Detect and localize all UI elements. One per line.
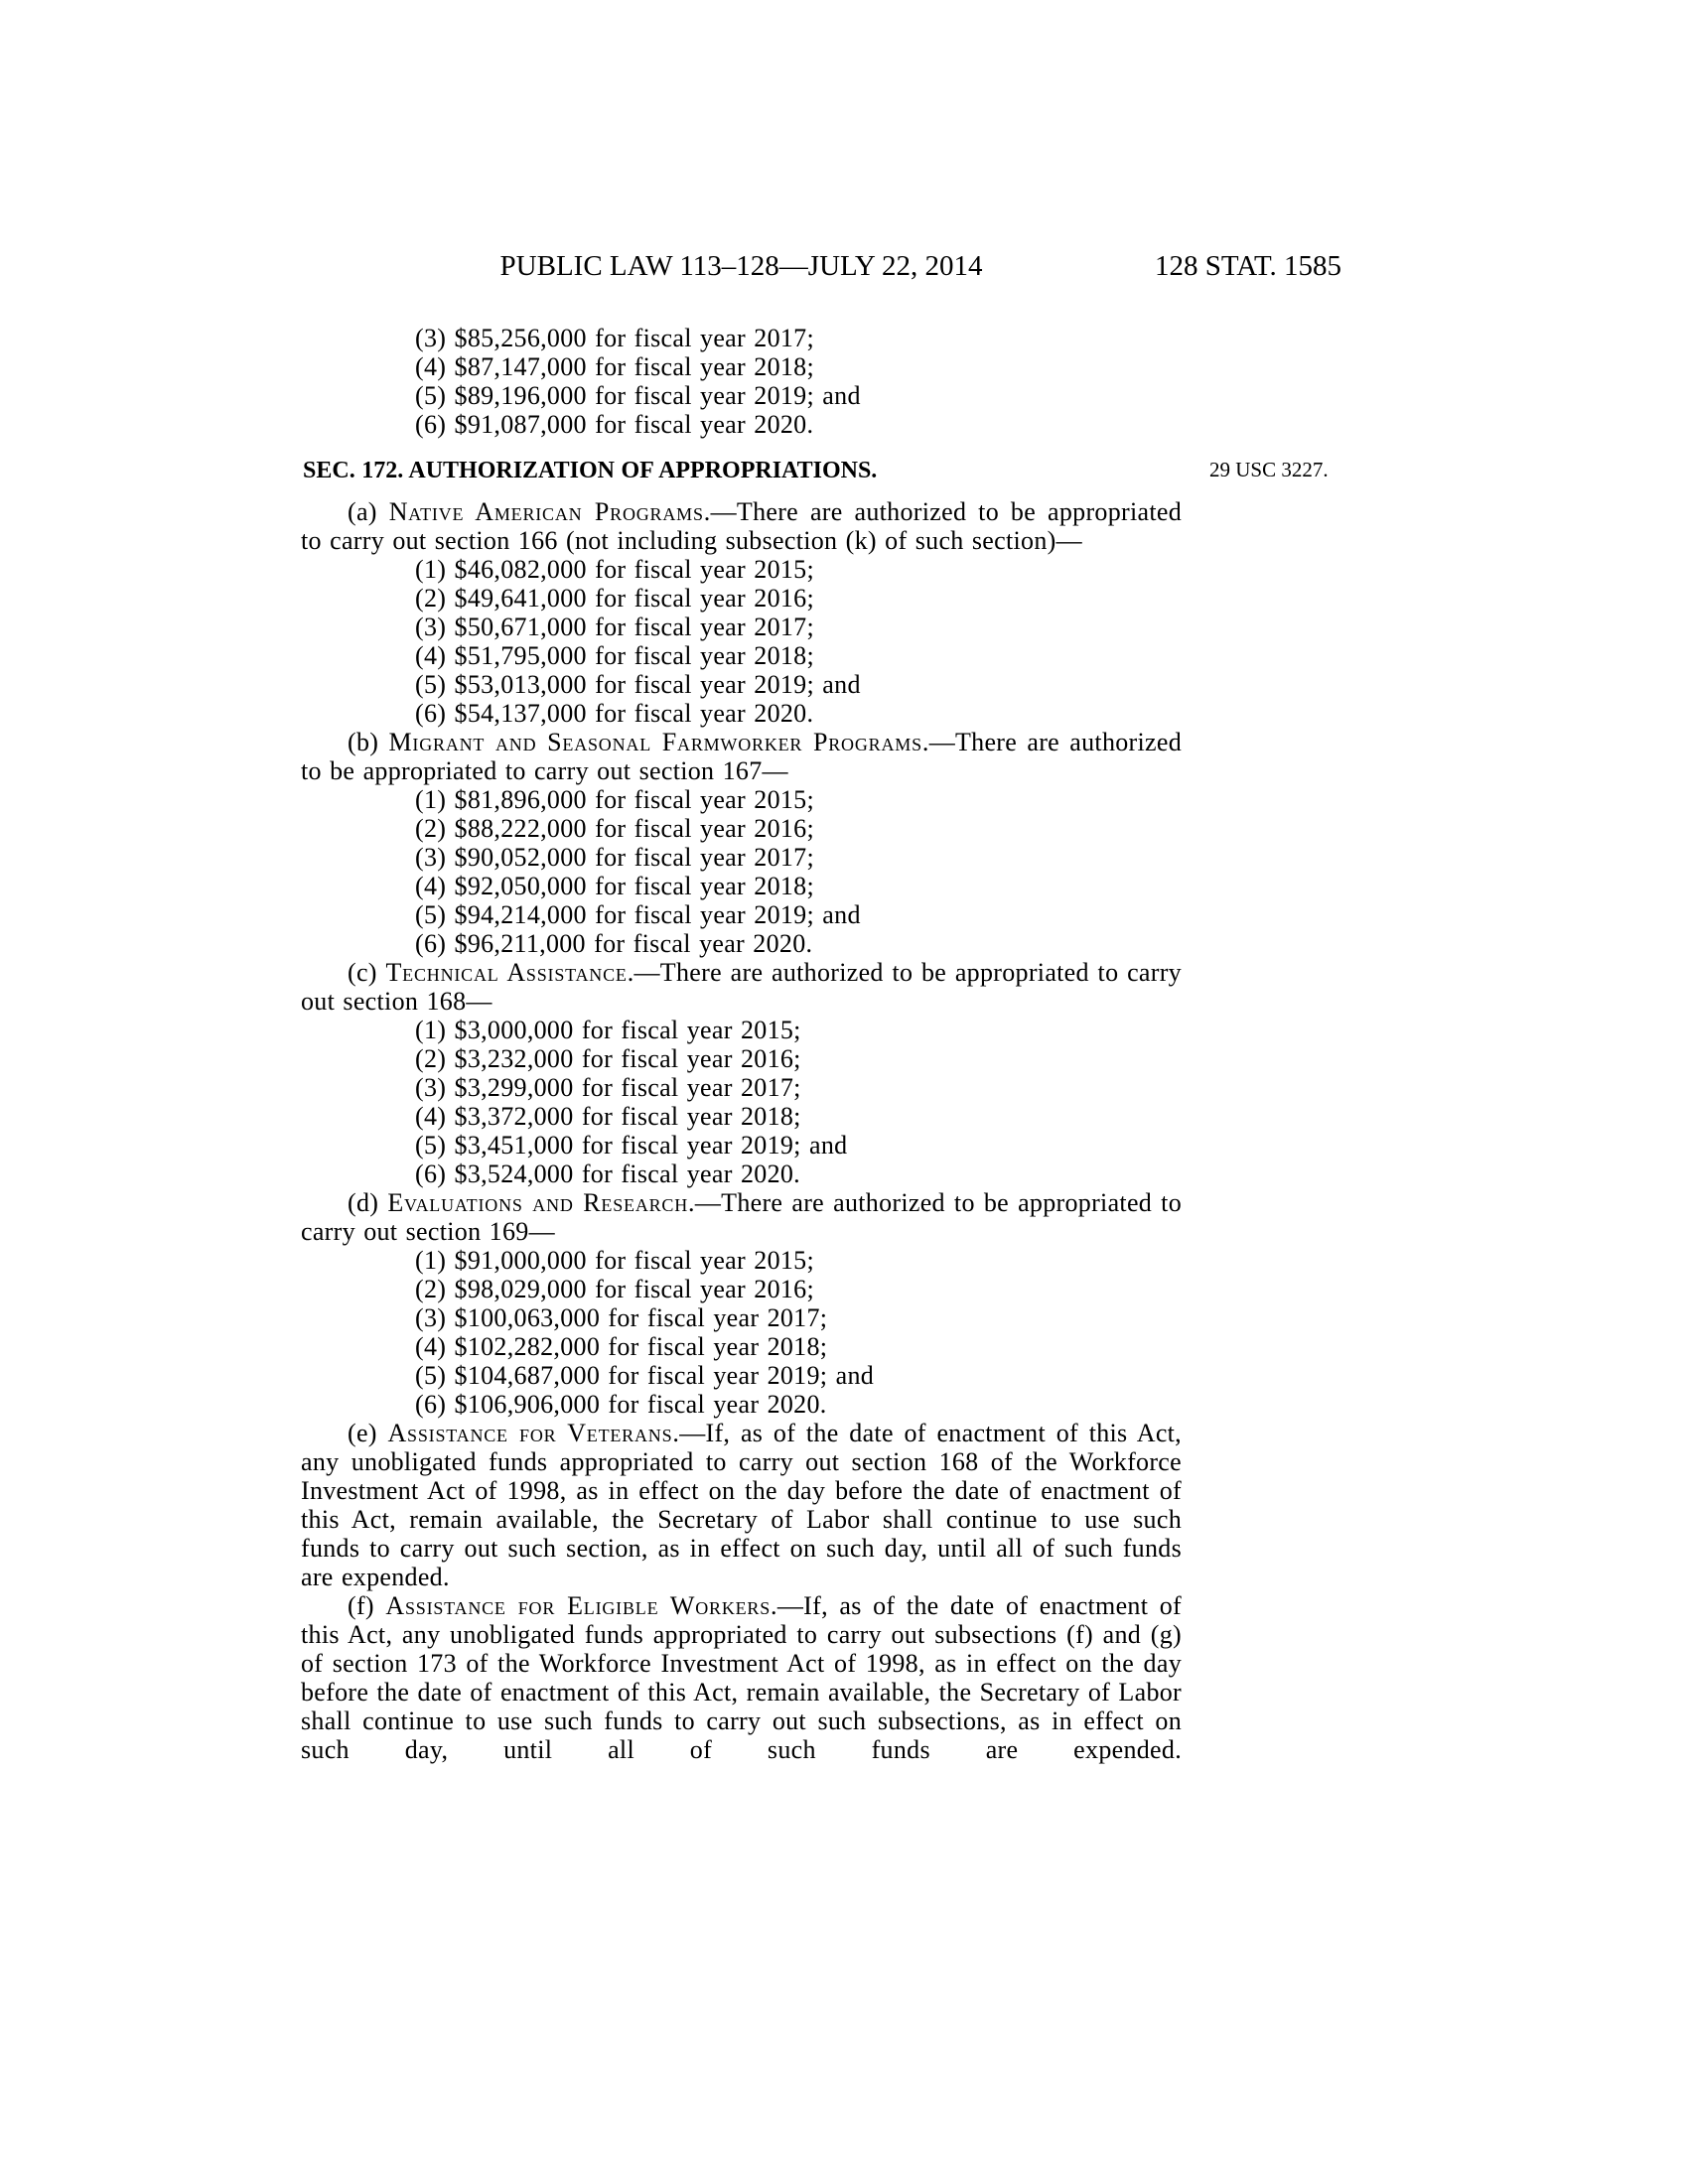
subsection-paragraph-a <box>301 497 1182 555</box>
appropriation-item: (4) $51,795,000 for fiscal year 2018; <box>415 641 814 670</box>
appropriation-item: (1) $81,896,000 for fiscal year 2015; <box>415 785 814 814</box>
appropriation-item: (3) $90,052,000 for fiscal year 2017; <box>415 843 814 872</box>
appropriation-item: (3) $3,299,000 for fiscal year 2017; <box>415 1073 801 1102</box>
subsection-heading: Native American Programs <box>388 497 704 526</box>
subsection-paragraph-f <box>301 1591 1182 1764</box>
subsection-text: .—There are authorized to be appropriated to carry out section 167— <box>301 728 1183 785</box>
subsection-heading: Technical Assistance <box>385 958 628 987</box>
running-head-law: PUBLIC LAW 113–128—JULY 22, 2014 <box>499 250 983 282</box>
subsection-label: (e) <box>348 1419 377 1447</box>
subsection-paragraph-e <box>301 1419 1182 1591</box>
subsection-d-list <box>301 1246 1182 1419</box>
appropriation-item: (5) $53,013,000 for fiscal year 2019; and <box>415 670 861 699</box>
subsection-paragraph-d <box>301 1188 1182 1246</box>
subsection-heading: Evaluations and Research <box>387 1188 689 1217</box>
subsection-a-list <box>301 555 1182 728</box>
subsection-label: (d) <box>348 1188 379 1217</box>
appropriation-item: (2) $98,029,000 for fiscal year 2016; <box>415 1275 814 1303</box>
appropriation-item: (4) $87,147,000 for fiscal year 2018; <box>415 352 814 381</box>
subsection-b-list <box>301 785 1182 958</box>
subsection-heading: Assistance for Eligible Workers <box>385 1591 772 1620</box>
appropriation-item: (2) $3,232,000 for fiscal year 2016; <box>415 1044 801 1073</box>
appropriation-item: (2) $49,641,000 for fiscal year 2016; <box>415 584 814 613</box>
subsection-label: (a) <box>348 497 377 526</box>
appropriation-item: (4) $3,372,000 for fiscal year 2018; <box>415 1102 801 1131</box>
appropriation-item: (3) $100,063,000 for fiscal year 2017; <box>415 1303 828 1332</box>
running-head-stat-page-number: 128 STAT. 1585 <box>1155 250 1342 282</box>
subsection-heading: Migrant and Seasonal Farmworker Programs <box>388 728 922 756</box>
uscode-margin-note: 29 USC 3227. <box>1209 458 1329 481</box>
appropriation-item: (3) $85,256,000 for fiscal year 2017; <box>415 324 814 352</box>
section-heading: SEC. 172. AUTHORIZATION OF APPROPRIATIONS. <box>303 458 878 483</box>
appropriation-item: (4) $92,050,000 for fiscal year 2018; <box>415 872 814 900</box>
subsection-paragraph-c <box>301 958 1182 1016</box>
subsection-text: .—If, as of the date of enactment of this Act, any unobligated funds appropriated to carry out subsections (f) and (g) of section 173 of the Workforce Investment Act of 1998, as in effect on the day before the date of enactment of this Act, remain available, the Secretary of Labor shall continue to use such funds to carry out such subsections, as in effect on such day, until all of such funds are expended. <box>301 1591 1182 1764</box>
appropriation-item: (6) $106,906,000 for fiscal year 2020. <box>415 1390 827 1419</box>
appropriation-item: (5) $104,687,000 for fiscal year 2019; and <box>415 1361 875 1390</box>
appropriation-item: (4) $102,282,000 for fiscal year 2018; <box>415 1332 828 1361</box>
appropriation-item: (2) $88,222,000 for fiscal year 2016; <box>415 814 814 843</box>
subsection-text: .—There are authorized to be appropriated to carry out section 169— <box>301 1188 1183 1246</box>
appropriation-item: (6) $54,137,000 for fiscal year 2020. <box>415 699 814 728</box>
appropriation-item: (6) $91,087,000 for fiscal year 2020. <box>415 410 814 439</box>
subsection-heading: Assistance for Veterans <box>387 1419 673 1447</box>
intro-appropriation-list <box>301 324 1182 439</box>
appropriation-item: (1) $91,000,000 for fiscal year 2015; <box>415 1246 814 1275</box>
appropriation-item: (6) $3,524,000 for fiscal year 2020. <box>415 1160 800 1188</box>
appropriation-item: (5) $89,196,000 for fiscal year 2019; and <box>415 381 861 410</box>
appropriation-item: (6) $96,211,000 for fiscal year 2020. <box>415 929 813 958</box>
subsection-text: .—There are authorized to be appropriated to carry out section 166 (not including subsection (k) of such section)— <box>301 497 1182 555</box>
appropriation-item: (1) $46,082,000 for fiscal year 2015; <box>415 555 814 584</box>
appropriation-item: (1) $3,000,000 for fiscal year 2015; <box>415 1016 801 1044</box>
subsection-label: (f) <box>348 1591 374 1620</box>
subsection-c-list <box>301 1016 1182 1188</box>
body-column <box>301 324 1182 1764</box>
subsection-label: (b) <box>348 728 379 756</box>
subsection-paragraph-b <box>301 728 1182 785</box>
appropriation-item: (5) $3,451,000 for fiscal year 2019; and <box>415 1131 848 1160</box>
subsection-text: .—There are authorized to be appropriated to carry out section 168— <box>301 958 1182 1016</box>
subsection-label: (c) <box>348 958 377 987</box>
subsection-text: .—If, as of the date of enactment of this Act, any unobligated funds appropriated to carry out section 168 of the Workforce Investment Act of 1998, as in effect on the day before the date of enactment of this Act, remain available, the Secretary of Labor shall continue to use such funds to carry out such section, as in effect on such day, until all of such funds are expended. <box>301 1419 1182 1591</box>
appropriation-item: (3) $50,671,000 for fiscal year 2017; <box>415 613 814 641</box>
appropriation-item: (5) $94,214,000 for fiscal year 2019; and <box>415 900 861 929</box>
